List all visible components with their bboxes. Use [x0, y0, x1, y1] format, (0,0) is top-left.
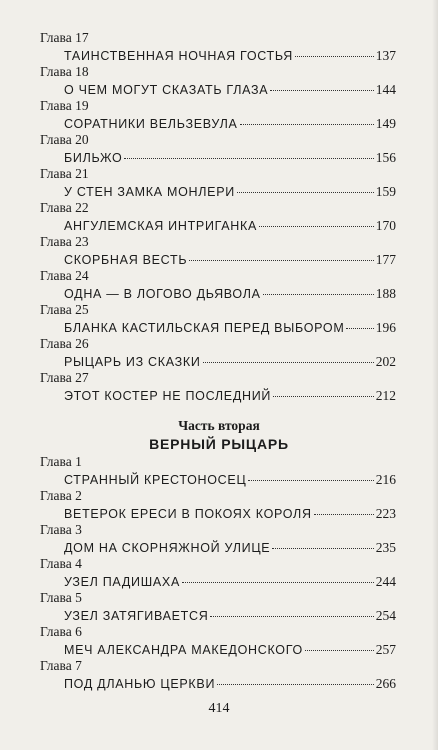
chapter-title-line	[64, 184, 396, 200]
chapter-label: Глава 3	[40, 522, 82, 537]
page-number: 170	[375, 218, 396, 233]
dot-leader	[263, 293, 374, 295]
chapter-label: Глава 23	[40, 234, 89, 249]
dot-leader	[295, 55, 374, 57]
chapter-title-line	[64, 388, 396, 404]
chapter-label: Глава 27	[40, 370, 89, 385]
chapter-label: Глава 22	[40, 200, 89, 215]
page-number: 254	[375, 608, 396, 623]
chapter-label: Глава 5	[40, 590, 82, 605]
chapter-title-line	[64, 286, 396, 302]
chapter-label: Глава 17	[40, 30, 89, 45]
chapter-label: Глава 6	[40, 624, 82, 639]
dot-leader	[240, 123, 374, 125]
chapter-title-line	[64, 506, 396, 522]
chapter-label: Глава 24	[40, 268, 89, 283]
chapter-title: АНГУЛЕМСКАЯ ИНТРИГАНКА	[64, 219, 258, 233]
chapter-label: Глава 4	[40, 556, 82, 571]
page-number: 156	[375, 150, 396, 165]
dot-leader	[210, 615, 373, 617]
chapter-title: ТАИНСТВЕННАЯ НОЧНАЯ ГОСТЬЯ	[64, 49, 293, 63]
chapter-title-line	[64, 320, 396, 336]
chapter-title-line	[64, 218, 396, 234]
chapter-label: Глава 25	[40, 302, 89, 317]
page-number: 212	[375, 388, 396, 403]
page-number: 266	[375, 676, 396, 691]
page-number: 257	[375, 642, 396, 657]
chapter-title: СТРАННЫЙ КРЕСТОНОСЕЦ	[64, 473, 247, 487]
dot-leader	[203, 361, 374, 363]
chapter-title: СКОРБНАЯ ВЕСТЬ	[64, 253, 188, 267]
chapter-title: ОДНА — В ЛОГОВО ДЬЯВОЛА	[64, 287, 261, 301]
chapter-title: РЫЦАРЬ ИЗ СКАЗКИ	[64, 355, 201, 369]
dot-leader	[248, 479, 373, 481]
page-number: 137	[375, 48, 396, 63]
chapter-title-line	[64, 472, 396, 488]
dot-leader	[124, 157, 373, 159]
dot-leader	[270, 89, 373, 91]
dot-leader	[237, 191, 374, 193]
chapter-title: МЕЧ АЛЕКСАНДРА МАКЕДОНСКОГО	[64, 643, 303, 657]
chapter-label: Глава 20	[40, 132, 89, 147]
chapter-title-line	[64, 252, 396, 268]
chapter-title: О ЧЕМ МОГУТ СКАЗАТЬ ГЛАЗА	[64, 83, 269, 97]
chapter-title: ВЕТЕРОК ЕРЕСИ В ПОКОЯХ КОРОЛЯ	[64, 507, 312, 521]
page-number: 159	[375, 184, 396, 199]
page-folio: 414	[208, 701, 230, 716]
chapter-title: ЭТОТ КОСТЕР НЕ ПОСЛЕДНИЙ	[64, 389, 272, 403]
chapter-label: Глава 18	[40, 64, 89, 79]
page-number: 235	[375, 540, 396, 555]
dot-leader	[273, 395, 374, 397]
chapter-title-line	[64, 574, 396, 590]
chapter-label: Глава 26	[40, 336, 89, 351]
chapter-title-line	[64, 608, 396, 624]
page-number: 244	[375, 574, 396, 589]
chapter-title-line	[64, 540, 396, 556]
chapter-title-line	[64, 48, 396, 64]
page-number: 144	[375, 82, 396, 97]
chapter-title-line	[64, 116, 396, 132]
chapter-label: Глава 19	[40, 98, 89, 113]
dot-leader	[346, 327, 373, 329]
chapter-title-line	[64, 354, 396, 370]
page-number: 202	[375, 354, 396, 369]
dot-leader	[272, 547, 373, 549]
page-edge-shadow	[432, 0, 438, 750]
chapter-title: ПОД ДЛАНЬЮ ЦЕРКВИ	[64, 677, 216, 691]
chapter-title: БИЛЬЖО	[64, 151, 123, 165]
chapter-title-line	[64, 676, 396, 692]
page-number: 196	[375, 320, 396, 335]
page-number: 149	[375, 116, 396, 131]
dot-leader	[217, 683, 374, 685]
chapter-label: Глава 21	[40, 166, 89, 181]
page-number: 177	[375, 252, 396, 267]
chapter-label: Глава 7	[40, 658, 82, 673]
chapter-title: УЗЕЛ ПАДИШАХА	[64, 575, 180, 589]
chapter-title: СОРАТНИКИ ВЕЛЬЗЕВУЛА	[64, 117, 238, 131]
chapter-title-line	[64, 150, 396, 166]
chapter-title-line	[64, 82, 396, 98]
dot-leader	[305, 649, 374, 651]
page-number: 188	[375, 286, 396, 301]
chapter-label: Глава 2	[40, 488, 82, 503]
chapter-label: Глава 1	[40, 454, 82, 469]
chapter-title-line	[64, 642, 396, 658]
chapter-title: УЗЕЛ ЗАТЯГИВАЕТСЯ	[64, 609, 209, 623]
part-title: ВЕРНЫЙ РЫЦАРЬ	[149, 436, 289, 452]
dot-leader	[314, 513, 374, 515]
part-label: Часть вторая	[178, 418, 260, 433]
chapter-title: ДОМ НА СКОРНЯЖНОЙ УЛИЦЕ	[64, 541, 271, 555]
chapter-title: БЛАНКА КАСТИЛЬСКАЯ ПЕРЕД ВЫБОРОМ	[64, 321, 345, 335]
chapter-title: У СТЕН ЗАМКА МОНЛЕРИ	[64, 185, 235, 199]
dot-leader	[259, 225, 374, 227]
dot-leader	[182, 581, 374, 583]
page-number: 223	[375, 506, 396, 521]
dot-leader	[189, 259, 374, 261]
page-number: 216	[375, 472, 396, 487]
